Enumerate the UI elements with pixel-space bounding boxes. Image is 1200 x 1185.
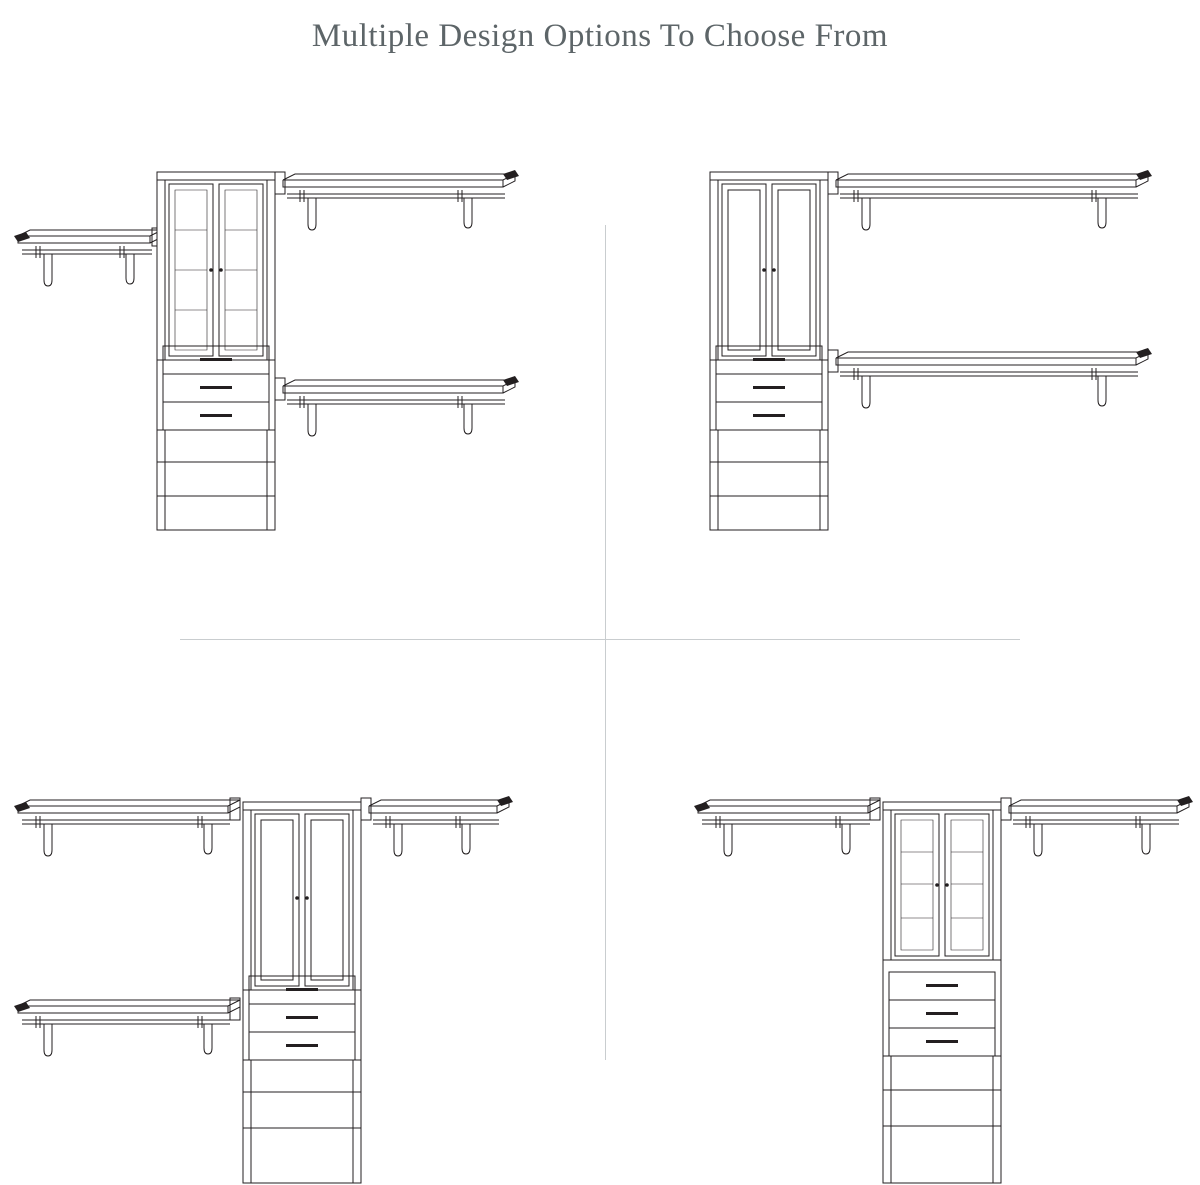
- right-upper-hanging-shelf: [828, 170, 1152, 230]
- left-upper-hanging-shelf: [14, 798, 240, 856]
- design-bottom-right[interactable]: [640, 780, 1200, 1185]
- center-tower: [157, 172, 275, 530]
- center-tower: [883, 802, 1001, 1183]
- center-tower: [710, 172, 828, 530]
- right-upper-hanging-shelf: [275, 170, 519, 230]
- right-hanging-shelf: [1001, 796, 1193, 856]
- design-bottom-left[interactable]: [0, 780, 560, 1185]
- design-top-left[interactable]: [0, 150, 560, 550]
- left-lower-hanging-shelf: [14, 998, 240, 1056]
- right-lower-hanging-shelf: [275, 376, 519, 436]
- right-lower-hanging-shelf: [828, 348, 1152, 408]
- right-upper-hanging-shelf: [361, 796, 513, 856]
- center-tower: [243, 802, 361, 1183]
- left-hanging-shelf: [694, 798, 880, 856]
- page-title: Multiple Design Options To Choose From: [311, 18, 889, 54]
- horizontal-divider: [180, 639, 1020, 640]
- left-hanging-shelf-assembly: [14, 228, 162, 286]
- vertical-divider: [605, 225, 606, 1060]
- design-top-right[interactable]: [640, 150, 1200, 550]
